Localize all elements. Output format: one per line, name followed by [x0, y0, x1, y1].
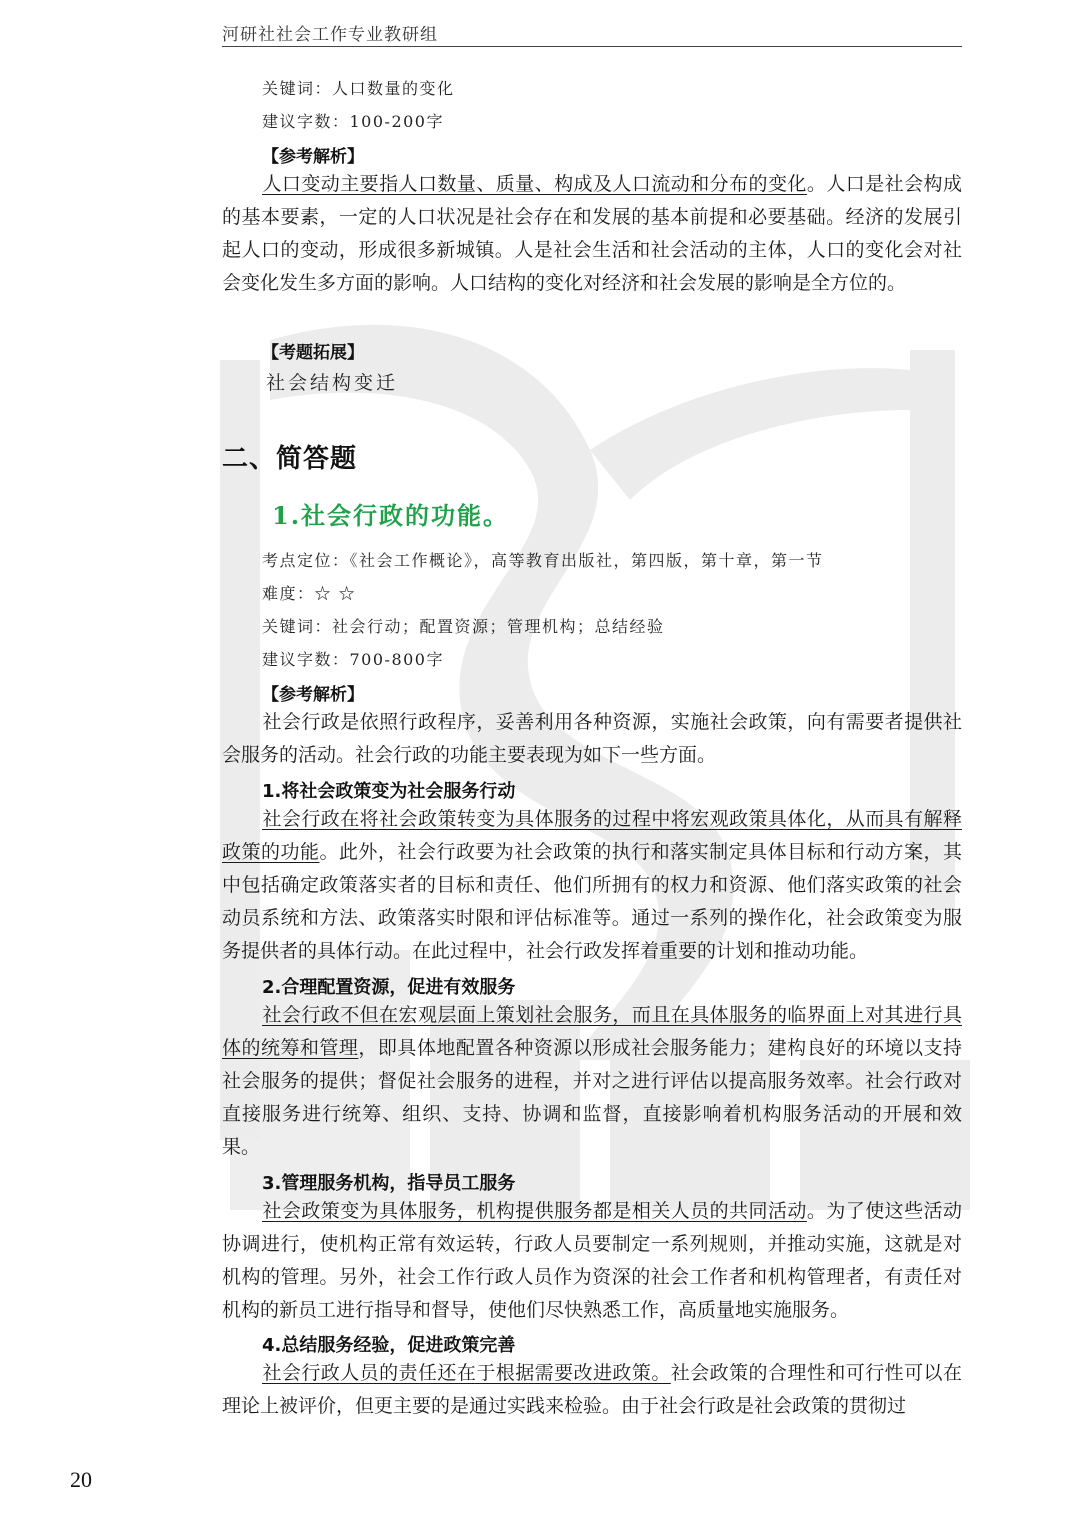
point-3-heading: 3.管理服务机构，指导员工服务: [262, 1173, 516, 1194]
analysis-label: 【参考解析】: [262, 147, 364, 167]
question-keywords-line: 关键词：社会行动；配置资源；管理机构；总结经验: [262, 617, 665, 636]
analysis-paragraph: [222, 168, 962, 300]
point-1-key-sentence: 社会行政在将社会政策转变为具体服务的过程中将宏观政策具体化，从而具有解释政策的功能: [222, 808, 962, 863]
analysis-key-sentence: 人口变动主要指人口数量、质量、构成及人口流动和分布的变化: [262, 173, 807, 195]
point-4-paragraph: [222, 1357, 962, 1423]
expand-label: 【考题拓展】: [262, 343, 364, 363]
page-number: 20: [70, 1467, 92, 1492]
difficulty-stars: ☆ ☆: [314, 584, 357, 603]
intro-text: 社会行政是依照行政程序，妥善利用各种资源，实施社会政策，向有需要者提供社会服务的活动。社会行政的功能主要表现为如下一些方面。: [222, 711, 962, 766]
point-2-paragraph: [222, 999, 962, 1164]
page-header: [222, 18, 962, 47]
intro-paragraph: [222, 706, 962, 772]
question-title: 1.社会行政的功能。: [272, 501, 510, 530]
point-1-paragraph: [222, 803, 962, 968]
question-analysis-label: 【参考解析】: [262, 685, 364, 705]
difficulty-line: [262, 581, 356, 604]
point-4-heading: 4.总结服务经验，促进政策完善: [262, 1335, 516, 1356]
point-1-text: 。此外，社会行政要为社会政策的执行和落实制定具体目标和行动方案，其中包括确定政策落实者的目标和责任、他们所拥有的权力和资源、他们落实政策的社会动员系统和方法、政策落实时限和评估标准等。通过一系列的操作化，社会政策变为服务提供者的具体行动。在此过程中，社会行政发挥着重要的计划和推动功能。: [222, 841, 962, 962]
question-word-count-line: 建议字数：700-800字: [262, 650, 444, 669]
point-4-text: 社会政策的合理性和可行性可以在理论上被评价，但更主要的是通过实践来检验。由于社会行政是社会政策的贯彻过: [222, 1362, 962, 1417]
difficulty-label: 难度：: [262, 584, 315, 603]
header-title: 河研社社会工作专业教研组: [222, 25, 438, 45]
point-4-key-sentence: 社会行政人员的责任还在于根据需要改进政策。: [262, 1362, 671, 1384]
point-3-text: 。为了使这些活动协调进行，使机构正常有效运转，行政人员要制定一系列规则，并推动实施，这就是对机构的管理。另外，社会工作行政人员作为资深的社会工作者和机构管理者，有责任对机构的新员工进行指导和督导，使他们尽快熟悉工作，高质量地实施服务。: [222, 1200, 962, 1321]
point-2-text: ，即具体地配置各种资源以形成社会服务能力；建构良好的环境以支持社会服务的提供；督促社会服务的进程，并对之进行评估以提高服务效率。社会行政对直接服务进行统筹、组织、支持、协调和监督，直接影响着机构服务活动的开展和效果。: [222, 1037, 962, 1158]
point-3-paragraph: [222, 1195, 962, 1327]
exam-point-line: 考点定位：《社会工作概论》，高等教育出版社，第四版，第十章，第一节: [262, 551, 824, 570]
point-2-heading: 2.合理配置资源，促进有效服务: [262, 977, 516, 998]
point-2-key-sentence: 社会行政不但在宏观层面上策划社会服务，而且在具体服务的临界面上对其进行具体的统筹和管理: [222, 1004, 962, 1059]
section-title: 二、简答题: [222, 444, 358, 474]
keywords-line: 关键词：人口数量的变化: [262, 79, 455, 98]
word-count-line: 建议字数：100-200字: [262, 112, 444, 131]
analysis-text: 。人口是社会构成的基本要素，一定的人口状况是社会存在和发展的基本前提和必要基础。经济的发展引起人口的变动，形成很多新城镇。人是社会生活和社会活动的主体，人口的变化会对社会变化发生多方面的影响。人口结构的变化对经济和社会发展的影响是全方位的。: [222, 173, 962, 294]
point-3-key-sentence: 社会政策变为具体服务，机构提供服务都是相关人员的共同活动: [262, 1200, 807, 1222]
expand-text: 社会结构变迁: [266, 372, 399, 394]
point-1-heading: 1.将社会政策变为社会服务行动: [262, 781, 516, 802]
